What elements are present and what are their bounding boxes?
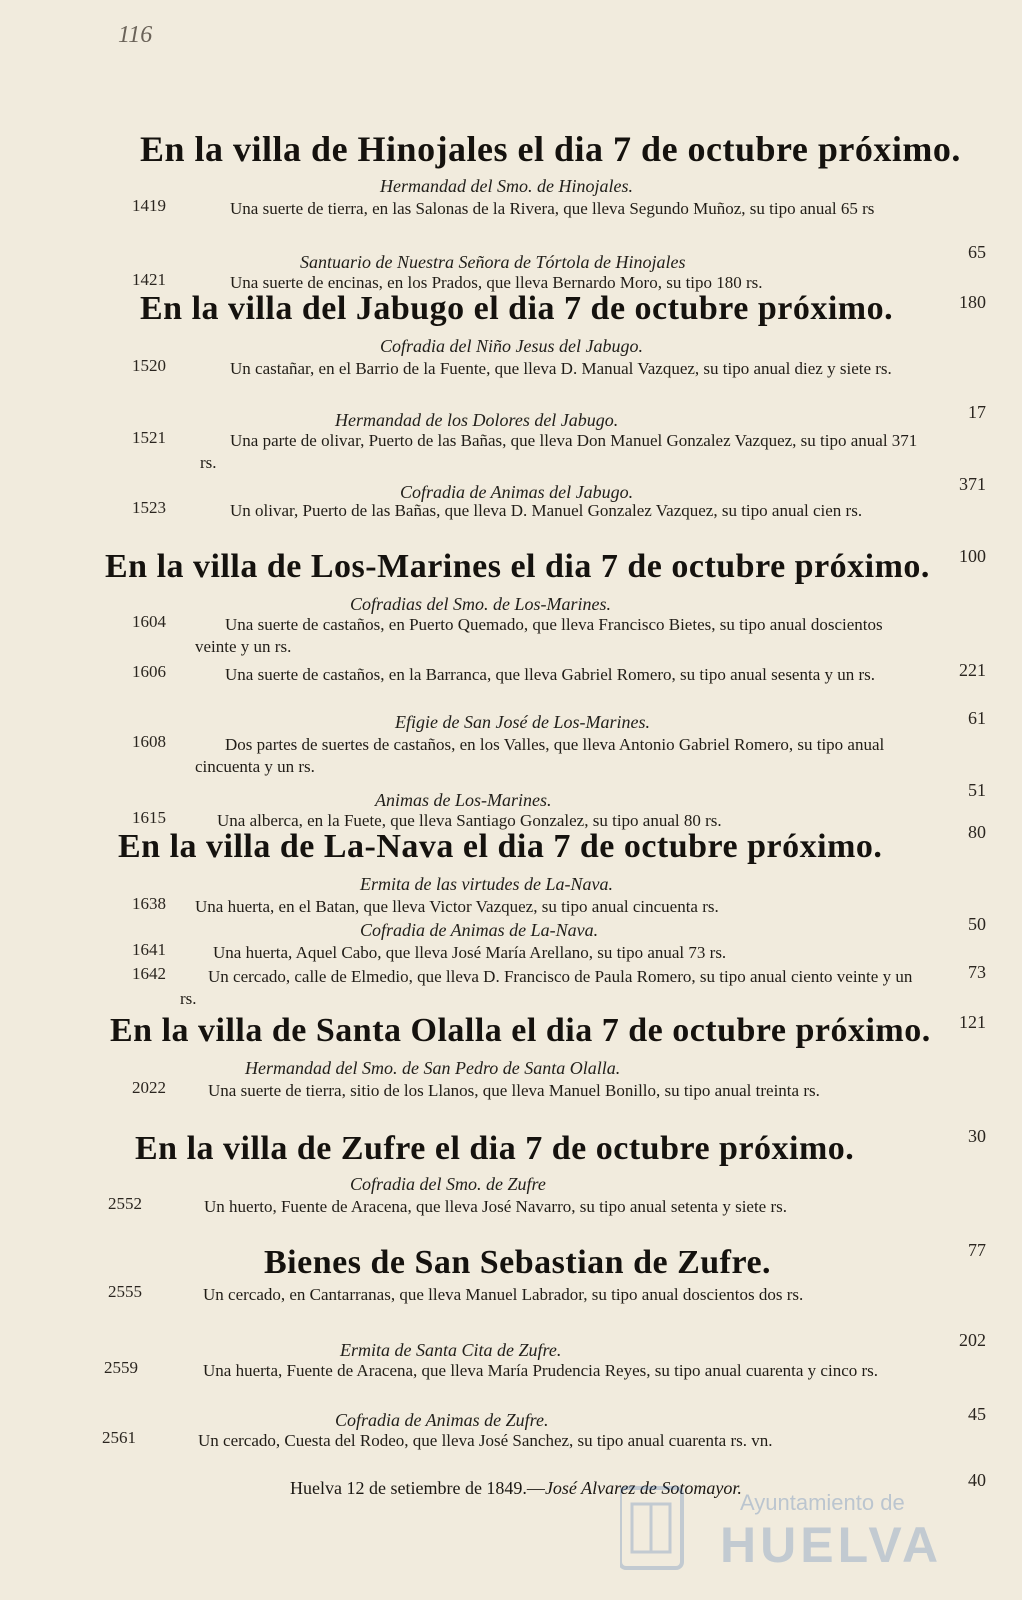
group-subheading: Santuario de Nuestra Señora de Tórtola de Hinojales [300,252,686,272]
lot-description: Un cercado, calle de Elmedio, que lleva D. Francisco de Paula Romero, su tipo anual ciento veinte y un rs. [180,967,913,1008]
lot-amount: 40 [968,1470,986,1490]
lot-amount: 65 [968,242,986,262]
section-heading: Bienes de San Sebastian de Zufre. [264,1244,772,1281]
lot-number: 2022 [132,1078,166,1097]
lot-amount: 51 [968,780,986,800]
group-subheading: Hermandad del Smo. de Hinojales. [380,176,633,196]
lot-amount: 17 [968,402,986,422]
lot-number: 1604 [132,612,166,631]
lot-amount: 221 [959,660,986,680]
lot-description: Una suerte de tierra, sitio de los Llanos, que lleva Manuel Bonillo, su tipo anual treinta rs. [208,1081,820,1100]
lot-amount: 73 [968,962,986,982]
lot-number: 1641 [132,940,166,959]
footer-place-date: Huelva 12 de setiembre de 1849.— [290,1478,545,1498]
group-subheading: Animas de Los-Marines. [375,790,552,810]
lot-number: 1419 [132,196,166,215]
group-subheading: Cofradia de Animas de Zufre. [335,1410,549,1430]
corner-page-mark: 116 [118,22,153,48]
group-subheading: Cofradia de Animas del Jabugo. [400,482,634,502]
watermark-line1: Ayuntamiento de [740,1490,905,1515]
lot-number: 1606 [132,662,166,681]
section-heading: En la villa de Santa Olalla el dia 7 de octubre próximo. [110,1012,931,1049]
lot-description: Un olivar, Puerto de las Bañas, que lleva D. Manuel Gonzalez Vazquez, su tipo anual cien rs. [230,501,863,520]
section-heading: En la villa de Hinojales el dia 7 de octubre próximo. [140,129,961,169]
lot-amount: 121 [959,1012,986,1032]
lot-number: 2559 [104,1358,138,1377]
lot-number: 1521 [132,428,166,447]
lot-description: Un huerto, Fuente de Aracena, que lleva José Navarro, su tipo anual setenta y siete rs. [204,1197,788,1216]
lot-number: 1638 [132,894,166,913]
lot-number: 1642 [132,964,166,983]
group-subheading: Cofradia del Niño Jesus del Jabugo. [380,336,643,356]
lot-description: Un cercado, en Cantarranas, que lleva Manuel Labrador, su tipo anual doscientos dos rs. [203,1285,804,1304]
lot-description: Una huerta, Aquel Cabo, que lleva José María Arellano, su tipo anual 73 rs. [213,943,727,962]
lot-description: Dos partes de suertes de castaños, en los Valles, que lleva Antonio Gabriel Romero, su tipo anual cincuenta y un rs. [195,735,885,776]
lot-amount: 202 [959,1330,986,1350]
lot-number: 1608 [132,732,166,751]
lot-number: 2552 [108,1194,142,1213]
group-subheading: Ermita de las virtudes de La-Nava. [360,874,613,894]
section-heading: En la villa de Los-Marines el dia 7 de octubre próximo. [105,548,930,585]
lot-description: Un castañar, en el Barrio de la Fuente, que lleva D. Manual Vazquez, su tipo anual diez y siete rs. [230,359,892,378]
lot-number: 1421 [132,270,166,289]
lot-description: Una suerte de encinas, en los Prados, que lleva Bernardo Moro, su tipo 180 rs. [230,273,763,292]
lot-number: 1615 [132,808,166,827]
group-subheading: Efigie de San José de Los-Marines. [395,712,650,732]
lot-amount: 30 [968,1126,986,1146]
lot-number: 2555 [108,1282,142,1301]
lot-amount: 50 [968,914,986,934]
lot-number: 2561 [102,1428,136,1447]
lot-description: Una alberca, en la Fuete, que lleva Santiago Gonzalez, su tipo anual 80 rs. [217,811,722,830]
lot-description: Una huerta, en el Batan, que lleva Victor Vazquez, su tipo anual cincuenta rs. [195,897,719,916]
group-subheading: Ermita de Santa Cita de Zufre. [340,1340,562,1360]
lot-amount: 180 [959,292,986,312]
lot-number: 1523 [132,498,166,517]
lot-amount: 100 [959,546,986,566]
group-subheading: Cofradia del Smo. de Zufre [350,1174,546,1194]
lot-description: Un cercado, Cuesta del Rodeo, que lleva José Sanchez, su tipo anual cuarenta rs. vn. [198,1431,773,1450]
lot-description: Una suerte de castaños, en Puerto Quemado, que lleva Francisco Bietes, su tipo anual doscientos veinte y un rs. [195,615,883,656]
lot-description: Una suerte de castaños, en la Barranca, que lleva Gabriel Romero, su tipo anual sesenta y un rs. [225,665,876,684]
lot-description: Una suerte de tierra, en las Salonas de la Rivera, que lleva Segundo Muñoz, su tipo anual 65 rs [230,199,875,218]
footer-signer: José Alvarez de Sotomayor. [544,1478,742,1498]
lot-number: 1520 [132,356,166,375]
lot-amount: 371 [959,474,986,494]
section-heading: En la villa del Jabugo el dia 7 de octubre próximo. [140,290,894,327]
watermark-line2: HUELVA [720,1517,943,1573]
lot-amount: 80 [968,822,986,842]
group-subheading: Cofradia de Animas de La-Nava. [360,920,599,940]
lot-amount: 45 [968,1404,986,1424]
section-heading: En la villa de Zufre el dia 7 de octubre próximo. [135,1130,855,1167]
group-subheading: Hermandad de los Dolores del Jabugo. [335,410,619,430]
group-subheading: Hermandad del Smo. de San Pedro de Santa Olalla. [245,1058,621,1078]
group-subheading: Cofradias del Smo. de Los-Marines. [350,594,611,614]
section-heading: En la villa de La-Nava el dia 7 de octubre próximo. [118,828,883,865]
lot-amount: 77 [968,1240,986,1260]
lot-description: Una huerta, Fuente de Aracena, que lleva María Prudencia Reyes, su tipo anual cuarenta y cinco rs. [203,1361,879,1380]
lot-description: Una parte de olivar, Puerto de las Bañas, que lleva Don Manuel Gonzalez Vazquez, su tipo anual 371 rs. [200,431,918,472]
lot-amount: 61 [968,708,986,728]
